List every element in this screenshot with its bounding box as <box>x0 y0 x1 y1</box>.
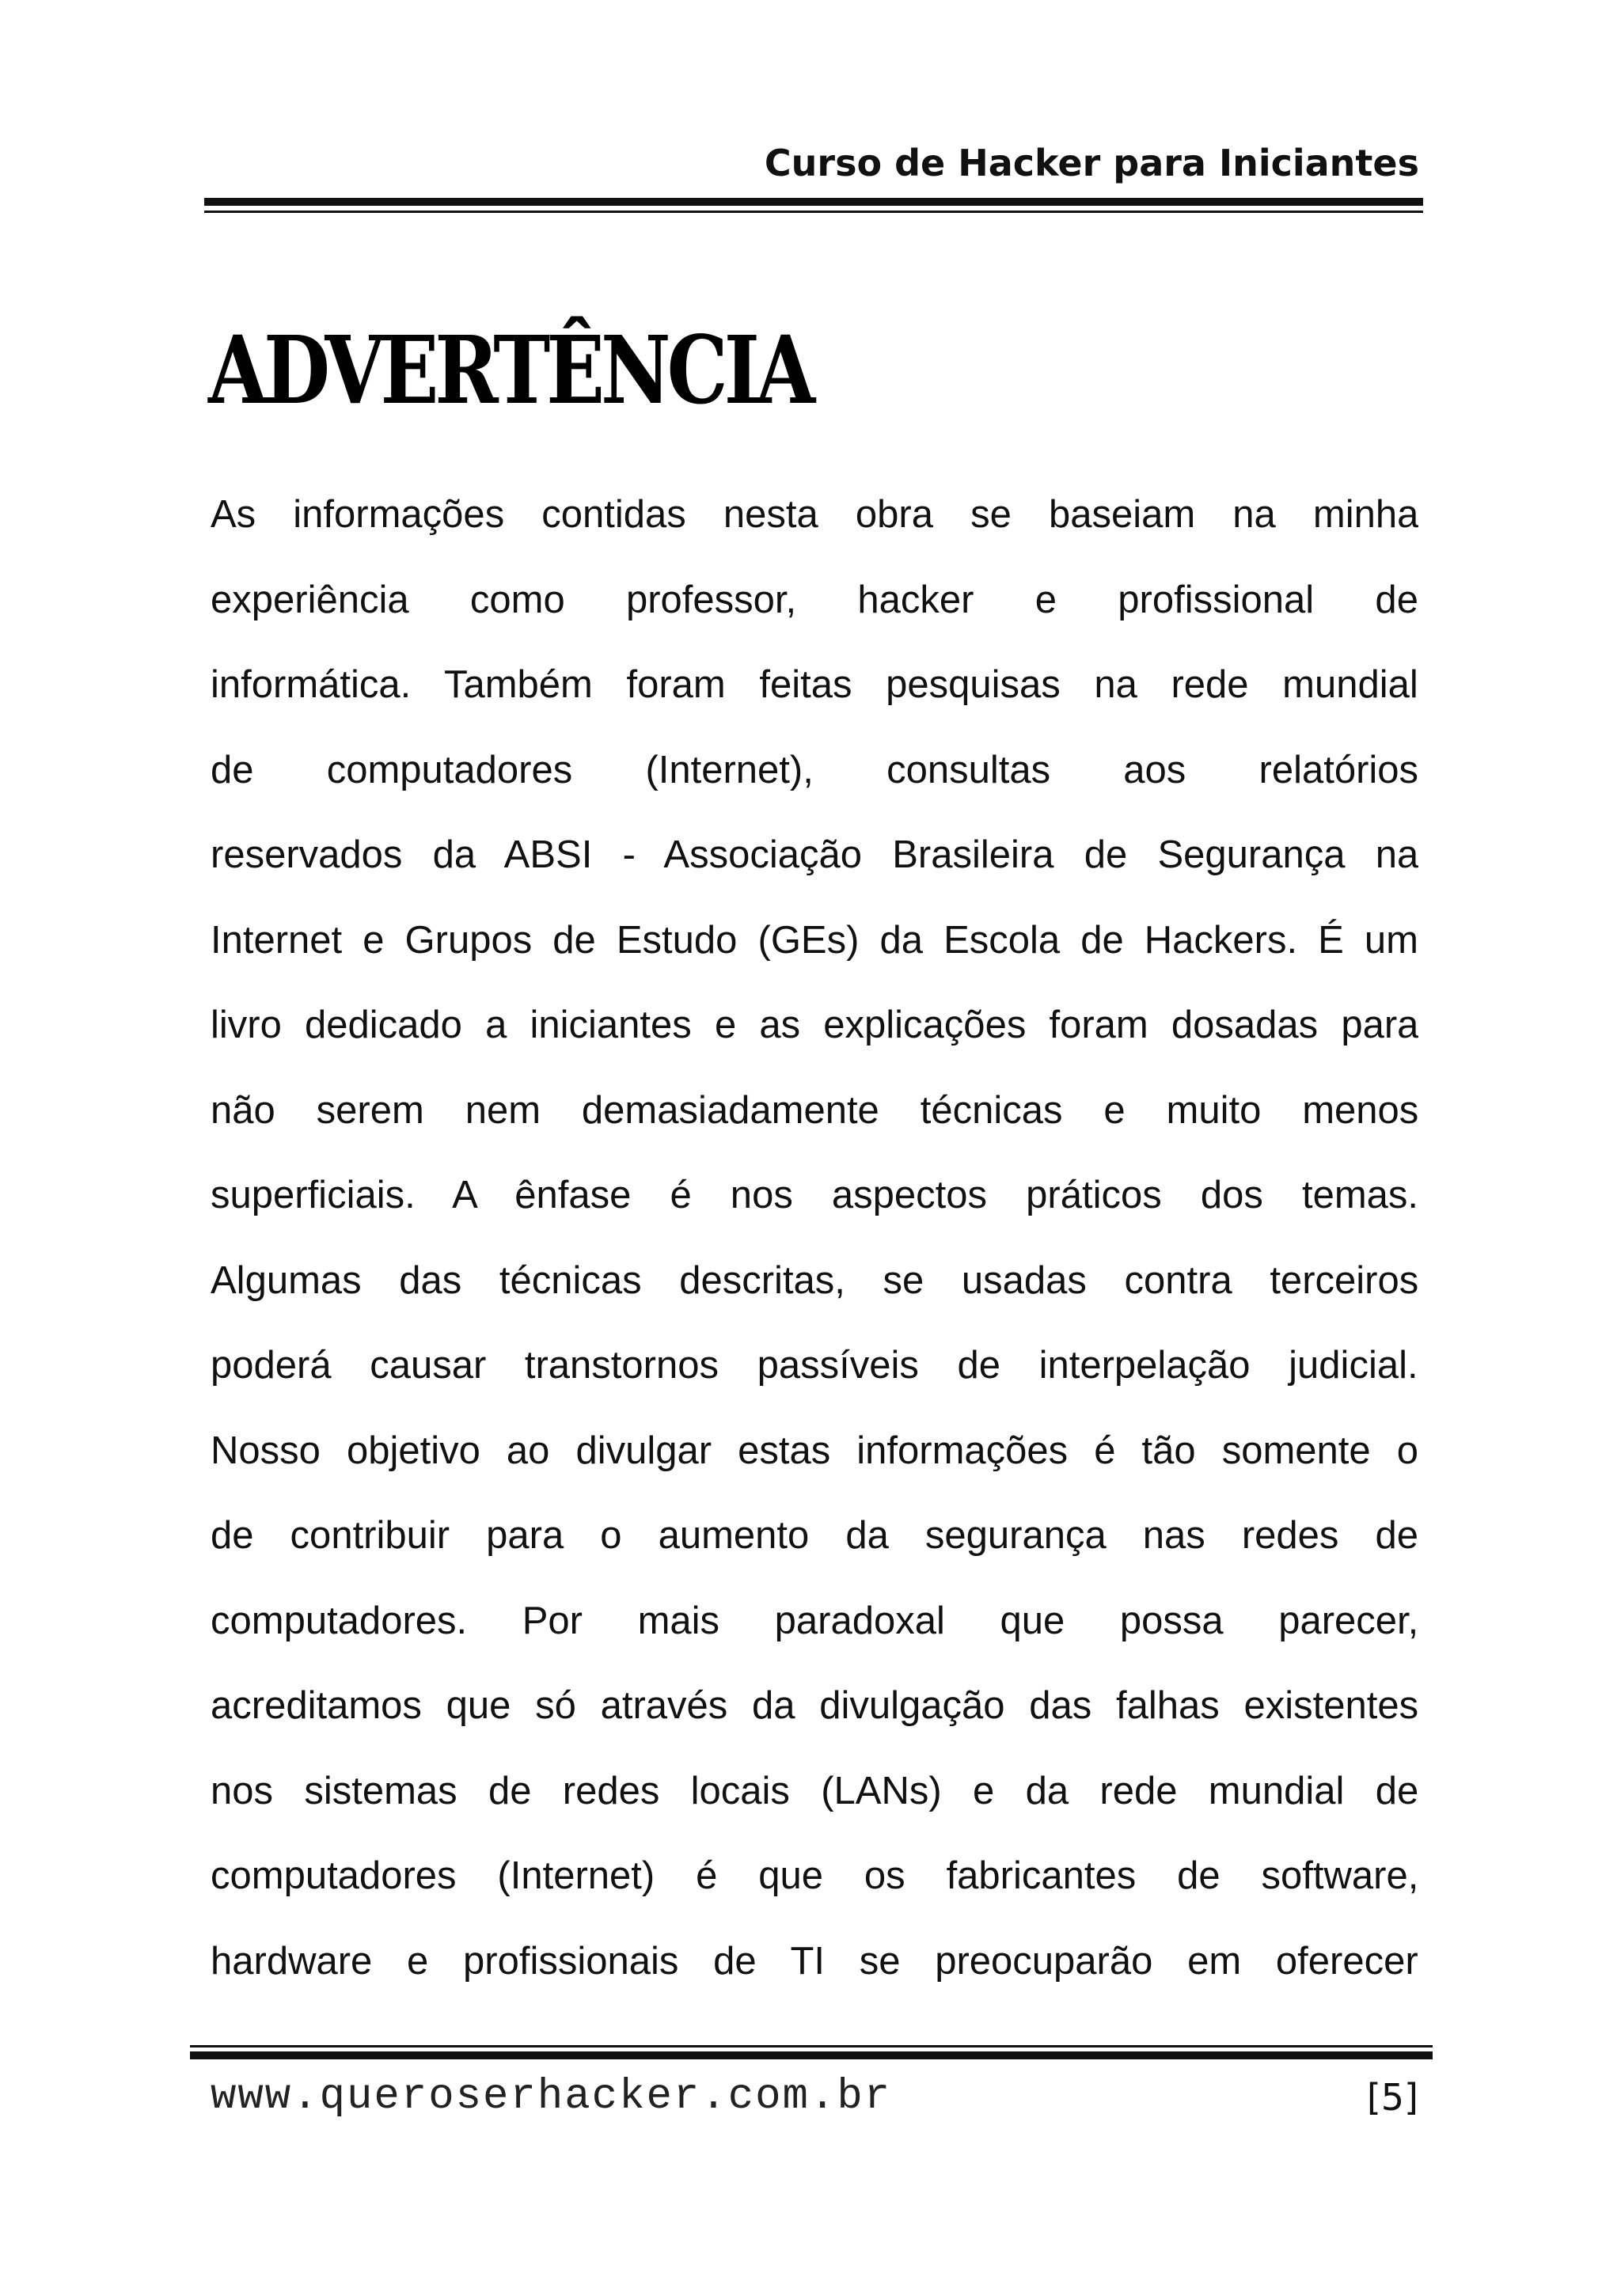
body-line: nos sistemas de redes locais (LANs) e da rede mundial de <box>211 1769 1418 1812</box>
body-line: hardware e profissionais de TI se preocuparão em oferecer <box>211 1939 1418 1983</box>
body-line: de contribuir para o aumento da segurança nas redes de <box>211 1514 1418 1557</box>
body-line: acreditamos que só através da divulgação das falhas existentes <box>211 1684 1418 1727</box>
footer-rule-thin <box>190 2045 1433 2047</box>
body-line: informática. Também foram feitas pesquisas na rede mundial <box>211 663 1418 706</box>
body-line: experiência como professor, hacker e profissional de <box>211 578 1418 621</box>
body-line: não serem nem demasiadamente técnicas e muito menos <box>211 1088 1418 1132</box>
body-line: Internet e Grupos de Estudo (GEs) da Escola de Hackers. É um <box>211 918 1418 962</box>
body-line: reservados da ABSI - Associação Brasileira de Segurança na <box>211 833 1418 876</box>
body-line: computadores. Por mais paradoxal que possa parecer, <box>211 1599 1418 1642</box>
body-line: computadores (Internet) é que os fabricantes de software, <box>211 1854 1418 1897</box>
body-line: livro dedicado a iniciantes e as explicações foram dosadas para <box>211 1004 1418 1046</box>
chapter-title: ADVERTÊNCIA <box>208 315 812 425</box>
body-line: As informações contidas nesta obra se baseiam na minha <box>211 493 1418 536</box>
header-rule-thin <box>204 211 1423 213</box>
body-line: Nosso objetivo ao divulgar estas informações é tão somente o <box>211 1429 1418 1472</box>
page-number: [5] <box>1366 2076 1418 2119</box>
body-line: superficiais. A ênfase é nos aspectos práticos dos temas. <box>211 1174 1418 1216</box>
footer-rule-thick <box>190 2051 1433 2059</box>
footer-url: www.queroserhacker.com.br <box>211 2073 892 2121</box>
header-rule-thick <box>204 198 1423 206</box>
body-line: Algumas das técnicas descritas, se usadas contra terceiros <box>211 1258 1418 1302</box>
body-paragraph <box>211 479 1418 2010</box>
body-line: de computadores (Internet), consultas aos relatórios <box>211 748 1418 791</box>
running-header: Curso de Hacker para Iniciantes <box>764 142 1419 184</box>
body-line: poderá causar transtornos passíveis de interpelação judicial. <box>211 1344 1418 1387</box>
